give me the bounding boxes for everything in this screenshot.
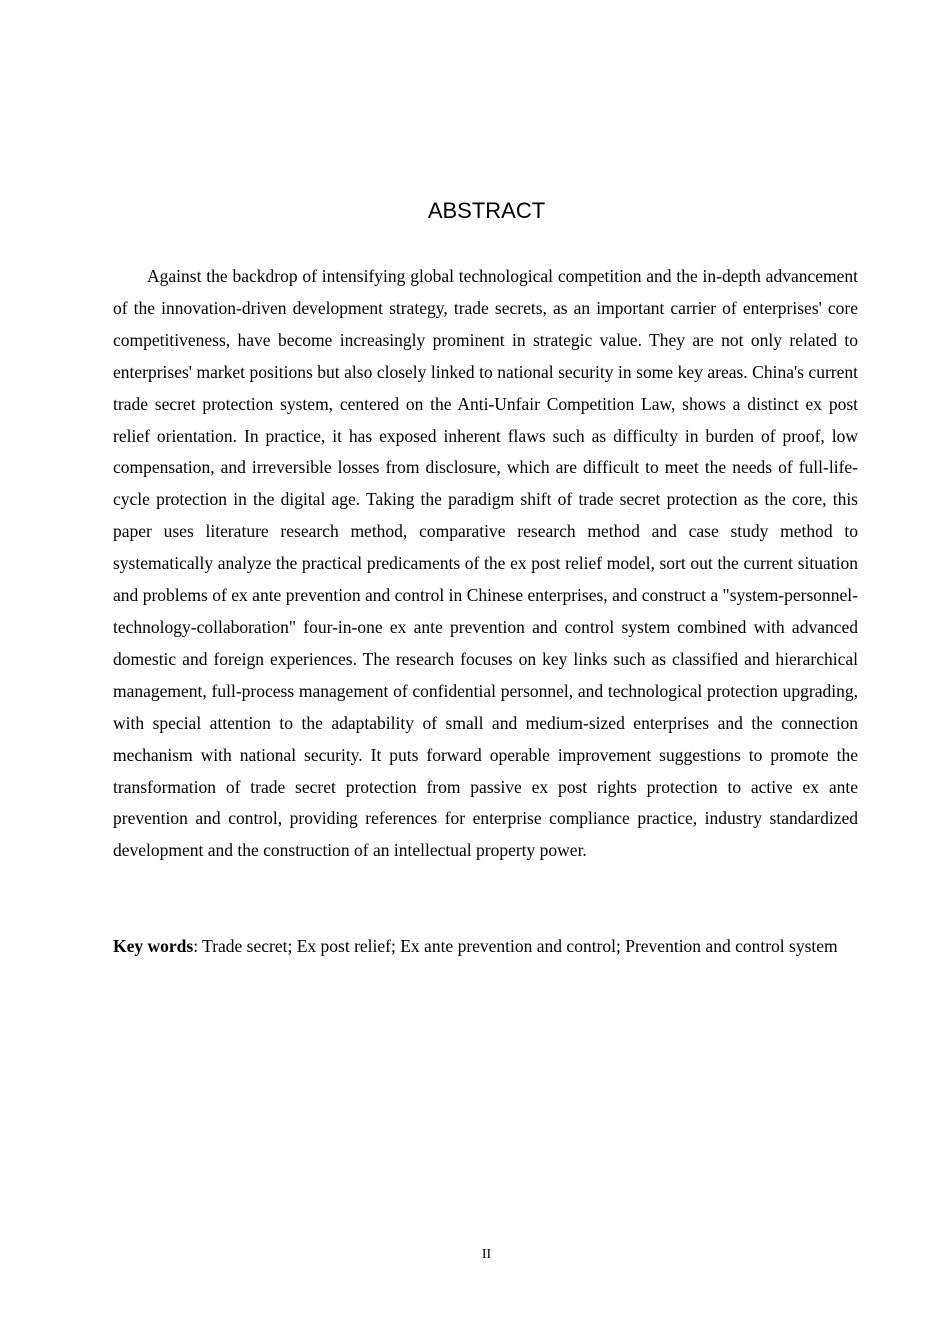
keywords-label: Key words <box>113 936 194 956</box>
abstract-title: ABSTRACT <box>427 198 546 223</box>
keywords-line <box>113 931 858 963</box>
page-number: II <box>481 1247 492 1262</box>
abstract-body: Against the backdrop of intensifying global technological competition and the in-depth advancement of the innovation-driven development strategy, trade secrets, as an important carrier of enterprises' core competitiveness, have become increasingly prominent in strategic value. They are not only related to enterprises' market positions but also closely linked to national security in some key areas. China's current trade secret protection system, centered on the Anti-Unfair Competition Law, shows a distinct ex post relief orientation. In practice, it has exposed inherent flaws such as difficulty in burden of proof, low compensation, and irreversible losses from disclosure, which are difficult to meet the needs of full-life-cycle protection in the digital age. Taking the paradigm shift of trade secret protection as the core, this paper uses literature research method, comparative research method and case study method to systematically analyze the practical predicaments of the ex post relief model, sort out the current situation and problems of ex ante prevention and control in Chinese enterprises, and construct a "system-personnel-technology-collaboration" four-in-one ex ante prevention and control system combined with advanced domestic and foreign experiences. The research focuses on key links such as classified and hierarchical management, full-process management of confidential personnel, and technological protection upgrading, with special attention to the adaptability of small and medium-sized enterprises and the connection mechanism with national security. It puts forward operable improvement suggestions to promote the transformation of trade secret protection from passive ex post rights protection to active ex ante prevention and control, providing references for enterprise compliance practice, industry standardized development and the construction of an intellectual property power. <box>113 266 858 861</box>
keywords-text: : Trade secret; Ex post relief; Ex ante prevention and control; Prevention and control system <box>193 936 838 956</box>
